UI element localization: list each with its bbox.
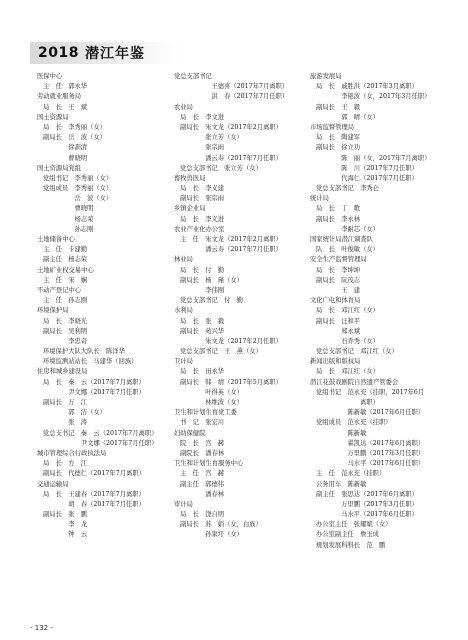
department-heading: 医保中心 (37, 73, 63, 80)
personnel-entry: 环境监测站站长 马建华（回族） (43, 358, 138, 366)
personnel-entry: 副局长 韩 靖（2017年5月离职） (180, 378, 282, 386)
personnel-entry: 局 长 李秀丽（女） (43, 123, 106, 131)
personnel-entry: 孙志刚 (43, 225, 94, 233)
page-number: - 132 - (30, 624, 53, 632)
department-heading: 水利局 (174, 307, 193, 315)
personnel-entry: 副局长 万 江 (43, 399, 88, 406)
personnel-entry: 主 任 郭永华 (43, 83, 88, 91)
department-heading: 土地矿业权交易中心 (37, 266, 94, 274)
column-right (310, 72, 460, 551)
personnel-entry: 党总支部书记 邓江红（女） (316, 348, 398, 356)
personnel-entry: 李艳波（女，2017年3月任职） (316, 93, 431, 101)
personnel-entry: 党总支部书记 王 燕（女） (180, 348, 262, 356)
personnel-entry: 曹晓明 (43, 154, 88, 162)
department-heading: 乡镇企业局 (174, 205, 206, 213)
personnel-entry: 洪 春（2017年7月任职） (180, 93, 289, 101)
personnel-entry: 潘云寿（2017年7月任职） (180, 246, 282, 254)
personnel-entry: 陈 丽（女，2017年7月离职） (316, 154, 431, 162)
personnel-entry: 郑永斌 (316, 327, 361, 335)
personnel-entry: 局 长 李坤坤 (316, 266, 361, 274)
personnel-entry: 王德喜（2017年7月离职） (180, 83, 289, 91)
personnel-entry: 局 长 丁 歌 (316, 205, 361, 213)
personnel-entry: 尹文娜（2017年7月任职） (43, 388, 145, 396)
personnel-entry: 马水平（2017年6月任职） (316, 460, 425, 468)
personnel-entry: 万里鹏（2017年3月任职） (316, 500, 418, 508)
personnel-entry: 局 长 王 斌 (43, 103, 88, 111)
personnel-entry: 郭 晴（女） (316, 113, 379, 121)
personnel-entry: 马水平（2017年6月任职） (316, 511, 418, 519)
personnel-entry: 叶得英（女） (180, 388, 243, 396)
department-heading: 卫计局 (174, 358, 193, 366)
personnel-entry: 副局长 张 鹏 (43, 511, 88, 519)
personnel-entry: 陈新敏（2017年6月任职） (316, 409, 425, 417)
personnel-entry: 副局长 李永林 (316, 215, 361, 223)
personnel-entry: 主 任 宫 赫 (180, 470, 225, 478)
personnel-entry: 副局长 张宗雨 (180, 195, 225, 203)
personnel-entry: 副主任 张思达（2017年6月离职） (316, 490, 418, 498)
personnel-entry: 李 龙 (43, 521, 88, 529)
personnel-entry: 局 长 陶建军 (316, 134, 361, 142)
personnel-entry: 孙家圩（女） (180, 531, 243, 539)
personnel-entry: 石乔秀（女） (316, 337, 379, 345)
column-left (37, 72, 173, 541)
personnel-entry: 局 长 方 江 (43, 460, 88, 468)
personnel-entry: 党总支部书记 李秀仑 (316, 185, 379, 193)
personnel-entry: 副院长 潘春林 (180, 449, 225, 457)
personnel-entry: 局 长 邓江红（女） (316, 307, 379, 315)
department-heading: 土地储备中心 (37, 236, 75, 243)
personnel-entry: 尹文娜（2017年7月任职） (43, 439, 158, 447)
personnel-entry: 党总支部书记 张立芳（女） (180, 164, 262, 172)
personnel-entry: 主 任 卡建勤 (43, 246, 88, 254)
personnel-entry: 局 长 戚胜洪（2017年3月离职） (316, 83, 418, 91)
personnel-entry: 副局长 朱文龙（2017年2月离职） (180, 123, 282, 131)
personnel-entry: 潘云寿（2017年7月任职） (180, 154, 282, 162)
personnel-entry: 张宗雨 (180, 144, 225, 152)
department-heading: 旅游发展局 (310, 73, 342, 80)
column-middle (174, 72, 310, 541)
yearbook-header (30, 42, 180, 64)
personnel-entry: 副局长 汪和平 (316, 317, 361, 325)
personnel-entry: 局 长 李文进 (180, 113, 225, 121)
personnel-entry: 李忠奇 (43, 337, 88, 345)
personnel-entry: 办公室主任 张耀斌（女） (316, 521, 392, 529)
personnel-entry: 郭 洁（女） (43, 409, 106, 417)
personnel-entry: 局 长 田永华 (180, 368, 225, 376)
department-heading: 农业局 (174, 103, 193, 111)
department-heading: 畜牧兽医局 (174, 174, 206, 182)
department-heading: 住房和城乡建设局 (37, 368, 88, 376)
personnel-entry: 林维波（女） (180, 399, 243, 406)
personnel-entry: 党组书记 李秀丽（女） (43, 174, 113, 182)
personnel-entry: 局 长 付 勤 (180, 266, 225, 274)
personnel-entry: 张立芳（女） (180, 134, 243, 142)
department-heading: 卫生和计划生育服务中心 (174, 460, 244, 468)
personnel-entry: 胡 春（2017年7月任职） (43, 500, 145, 508)
personnel-entry: 张 涛 (43, 419, 88, 427)
personnel-entry: 岳 波（女） (43, 195, 113, 203)
personnel-entry: 杨志荣 (43, 215, 94, 223)
personnel-entry: 党总支书记 秦 云（2017年7月离职） (43, 429, 158, 437)
personnel-entry: 副局长 苏 娟（女，白族） (180, 521, 262, 529)
department-heading: 国家统计局潜江调查队 (310, 236, 373, 243)
department-heading: 文化广电和体育局 (310, 297, 361, 305)
personnel-entry: 院 长 宫 赫 (180, 439, 225, 447)
department-heading: 劳动就业服务局 (37, 93, 82, 101)
personnel-entry: 局 长 王建春（2017年7月离职） (43, 490, 145, 498)
personnel-entry: 环境保护大队大队长 陈洋华 (43, 348, 125, 356)
personnel-entry: 党组书记 范永充（挂职，2017年6月 (316, 388, 425, 396)
personnel-entry: 离职） (316, 399, 379, 406)
department-heading: 交通运输局 (37, 480, 69, 488)
personnel-entry: 副局长 代德仁（2017年7月离职） (43, 470, 145, 478)
personnel-entry: 公务用车 陈新敏 (316, 480, 367, 488)
personnel-entry: 副局长 吴利明 (43, 327, 88, 335)
department-heading: 市场监督管理局 (310, 123, 355, 131)
department-heading: 城市管理综合行政执法局 (37, 449, 107, 457)
department-heading: 审计局 (174, 500, 193, 508)
personnel-entry: 陈 川（2017年7月任职） (316, 164, 418, 172)
personnel-entry: 副局长 苑兴华 (180, 327, 225, 335)
department-heading: 潜江花鼓戏剧院自然遗产管委会 (310, 378, 399, 386)
header-title: 潜江年鉴 (84, 46, 145, 62)
personnel-entry: 李伟刚 (180, 286, 225, 294)
personnel-entry: 局 长 饶自明 (180, 511, 225, 519)
personnel-entry: 局 长 张 毅 (180, 317, 225, 325)
personnel-entry: 副主任 郭德伟 (180, 480, 225, 488)
personnel-entry: 主 任 宋 娴 (43, 276, 88, 284)
personnel-entry: 党组成员 李秀丽（女） (43, 185, 113, 193)
department-heading: 安全生产监督管理局 (310, 256, 367, 264)
personnel-entry: 副主任 杨志荣 (43, 256, 88, 264)
personnel-entry: 局 长 秦 云（2017年7月离职） (43, 378, 145, 386)
personnel-entry: 朱文龙（2017年2月任职） (180, 337, 282, 345)
personnel-entry: 陈新敏 (316, 429, 367, 437)
department-heading: 妇幼保健院 (174, 429, 206, 437)
personnel-entry: 徐訓清 (43, 144, 88, 152)
personnel-entry: 潘春林 (180, 490, 225, 498)
personnel-entry: 局 长 李义建 (180, 185, 225, 193)
department-heading: 国土资源局 (37, 113, 69, 121)
personnel-entry: 局 长 李义进 (180, 215, 225, 223)
personnel-entry: 主 任 孙志刚 (43, 297, 88, 305)
personnel-entry: 局 长 李晓光 (43, 317, 88, 325)
personnel-entry: 主 任 朱文龙（2017年2月离职） (180, 236, 282, 243)
personnel-entry: 副局长 岳 波（女） (43, 134, 106, 142)
personnel-entry: 翟凯达（2017年6月离职） (316, 439, 425, 447)
personnel-entry: 代海仁（2017年7月任职） (316, 174, 418, 182)
department-heading: 卫生和计划生育党工委 (174, 409, 237, 417)
personnel-entry: 万里鹏（2017年3月任职） (316, 449, 425, 457)
header-year: 2018 (38, 45, 79, 61)
personnel-entry: 局 长 邓江红（女） (316, 368, 379, 376)
personnel-entry: 钟 云 (43, 531, 88, 539)
personnel-entry: 规划发展科科长 范 鹏 (316, 541, 386, 549)
personnel-entry: 副局长 杨 瑾（女） (180, 276, 243, 284)
personnel-entry: 王 建 (316, 286, 361, 294)
department-heading: 党总支部书记 (174, 73, 212, 80)
department-heading: 农业产业化办公室 (174, 225, 225, 233)
personnel-entry: 办公室副主任 詹玉成 (316, 531, 379, 539)
department-heading: 环境保护局 (37, 307, 69, 315)
department-heading: 新闻出版和版权局 (310, 358, 361, 366)
personnel-entry: 副局长 徐立功 (316, 144, 361, 152)
personnel-entry: 副局长 王 毅 (316, 103, 361, 111)
personnel-entry: 李耐芯（女） (316, 225, 379, 233)
personnel-entry: 书 记 张宏川 (180, 419, 225, 427)
personnel-entry: 队 长 叶俊敏（女） (316, 246, 379, 254)
personnel-entry: 党总支部书记 付 勤 (180, 297, 243, 305)
personnel-entry: 副局长 阮茂志 (316, 276, 361, 284)
personnel-entry: 主 任 范永充（挂职） (316, 470, 386, 478)
department-heading: 林业局 (174, 256, 193, 264)
department-heading: 统计局 (310, 195, 329, 203)
personnel-entry: 曹晓明 (43, 205, 94, 213)
department-heading: 不动产登记中心 (37, 286, 82, 294)
personnel-entry: 党组成员 范永充（挂职） (316, 419, 392, 427)
department-heading: 国土资源局党组 (37, 164, 82, 172)
